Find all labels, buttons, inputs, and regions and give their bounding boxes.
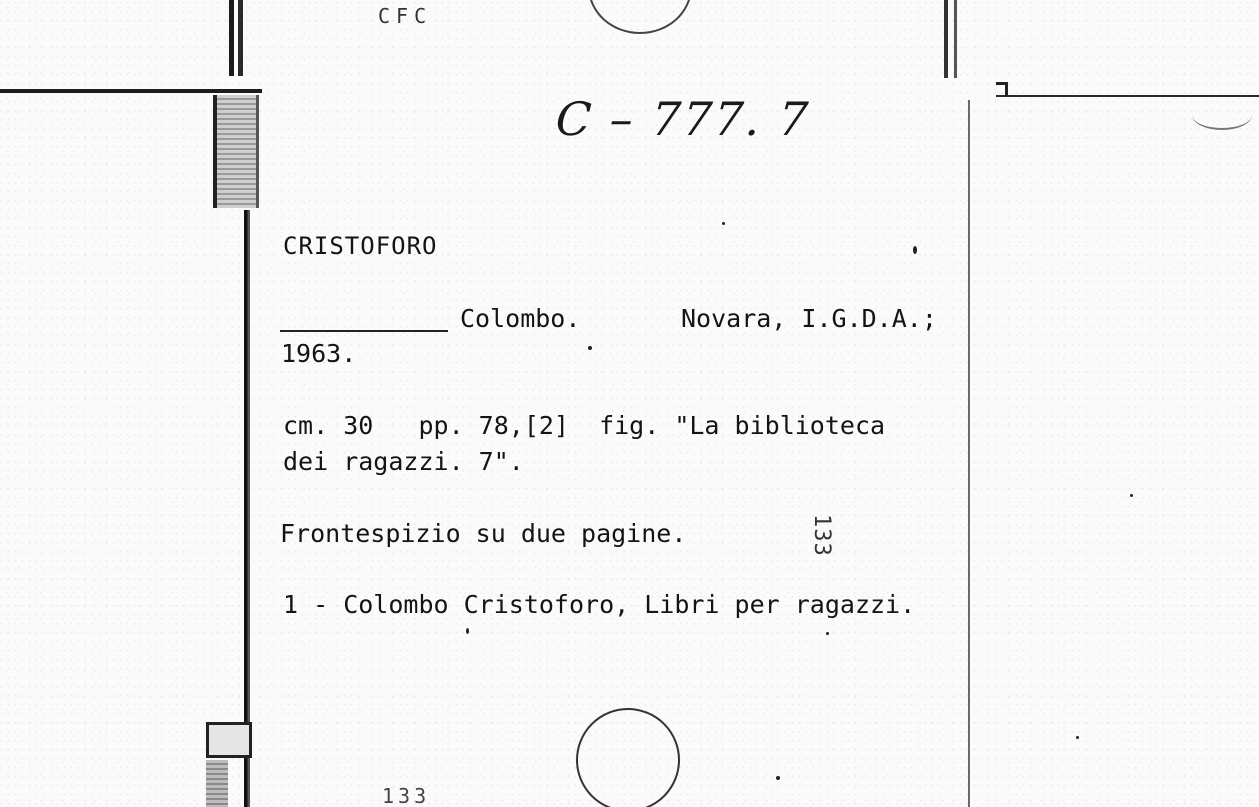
bottom-stamp-text: 133: [382, 784, 431, 807]
note-text: Frontespizio su due pagine.: [280, 519, 687, 548]
card-edge-left-outer: [229, 0, 234, 76]
card-edge-top-left: [0, 89, 262, 93]
top-stamp-text: CFC: [378, 4, 433, 28]
ink-speck: [913, 246, 917, 254]
card-edge-left-outer-2: [238, 0, 243, 76]
card-edge-right: [968, 100, 970, 807]
card-edge-top-right: [996, 95, 1259, 97]
punch-hole-bottom: [576, 708, 680, 807]
physical-description-line-1: cm. 30 pp. 78,[2] fig. "La biblioteca: [283, 411, 886, 440]
card-edge-top-right-vertical-2: [954, 0, 957, 78]
corner-mark: [996, 82, 1008, 96]
title-text: Colombo.: [460, 304, 581, 333]
ink-speck: [466, 628, 469, 634]
ink-speck: [826, 632, 829, 635]
author-heading: CRISTOFORO: [283, 232, 438, 260]
ink-speck: [588, 346, 592, 350]
subject-entry: 1 - Colombo Cristoforo, Libri per ragazzi.: [283, 590, 916, 619]
ink-speck: [776, 776, 780, 780]
card-edge-top-right-vertical: [944, 0, 948, 78]
ink-speck: [1130, 494, 1133, 497]
call-number: C – 777. 7: [554, 92, 812, 146]
publisher-text: Novara, I.G.D.A.;: [681, 304, 937, 333]
margin-number: 133: [809, 514, 834, 557]
punch-hole-top: [588, 0, 692, 34]
card-tab-bottom: [206, 722, 252, 758]
card-edge-left: [244, 210, 250, 807]
publication-year: 1963.: [281, 339, 357, 368]
physical-description-line-2: dei ragazzi. 7".: [283, 447, 524, 476]
author-blank-rule: [280, 330, 448, 332]
ink-speck: [1076, 736, 1079, 739]
ink-speck: [722, 222, 725, 225]
card-tab-bottom-strip: [206, 760, 228, 807]
neighbor-card-curve: [1192, 100, 1252, 130]
card-tab-top: [213, 95, 259, 208]
